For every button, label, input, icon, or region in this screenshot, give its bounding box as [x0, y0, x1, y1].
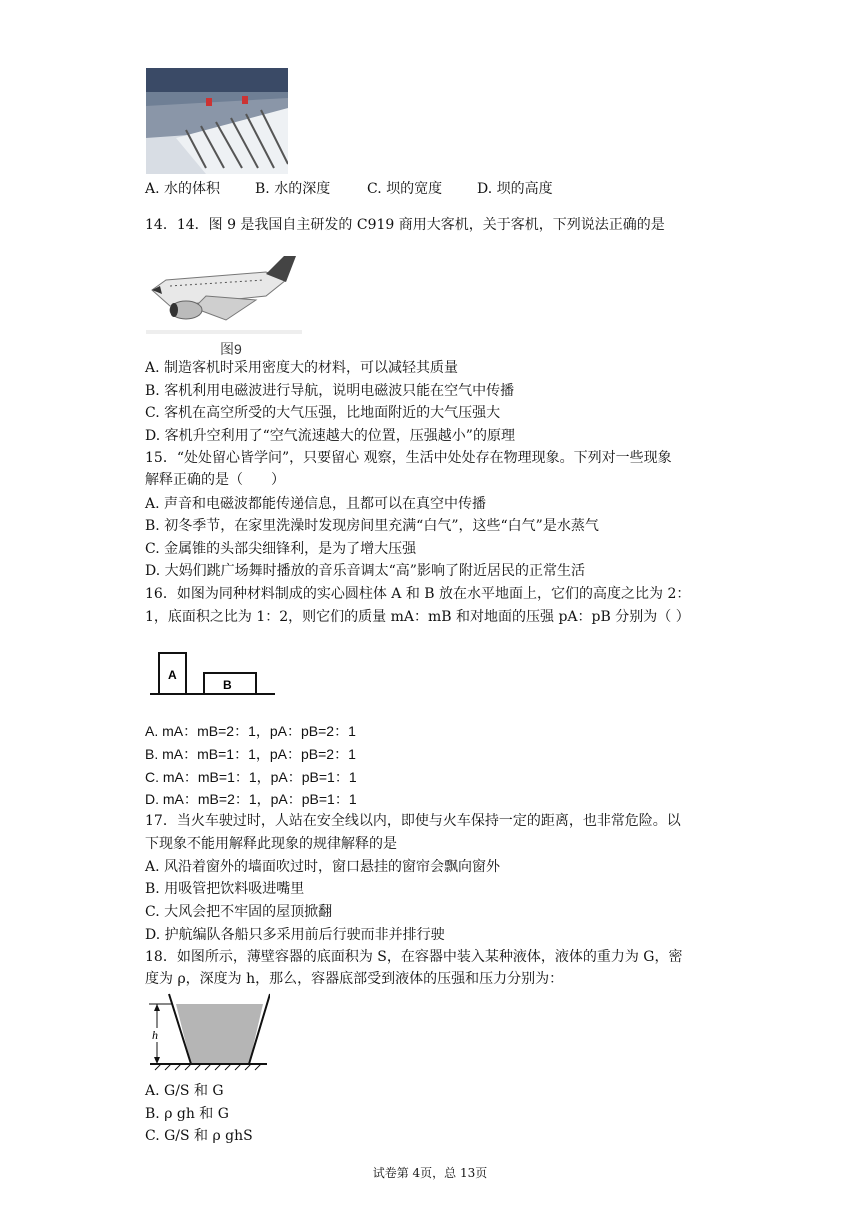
q13-option-b: B. 水的深度: [255, 181, 331, 197]
q14-option-a: A. 制造客机时采用密度大的材料，可以减轻其质量: [145, 360, 459, 376]
container-depth-label: h: [152, 1028, 158, 1042]
airplane-figure-label: 图9: [220, 341, 242, 357]
q17-option-a: A. 风沿着窗外的墙面吹过时，窗口悬挂的窗帘会飘向窗外: [145, 859, 501, 875]
cylinders-figure: [150, 648, 275, 700]
cylinder-a-label: A: [168, 668, 177, 682]
q15-option-d: D. 大妈们跳广场舞时播放的音乐音调太“高”影响了附近居民的正常生活: [145, 563, 585, 579]
q15-option-b: B. 初冬季节，在家里洗澡时发现房间里充满“白气”，这些“白气”是水蒸气: [145, 518, 599, 534]
q16-stem-line2: 1，底面积之比为 1：2，则它们的质量 mA：mB 和对地面的压强 pA：pB 分别为（ ）: [145, 609, 690, 625]
q16-option-d: D. mA：mB=2：1，pA：pB=1：1: [145, 791, 357, 807]
q18-stem-line1: 18．如图所示，薄壁容器的底面积为 S，在容器中装入某种液体，液体的重力为 G，密: [145, 949, 683, 965]
q15-stem-line2: 解释正确的是（ ）: [145, 472, 285, 488]
q17-option-b: B. 用吸管把饮料吸进嘴里: [145, 881, 305, 897]
q17-option-d: D. 护航编队各船只多采用前后行驶而非并排行驶: [145, 927, 445, 943]
q14-option-b: B. 客机利用电磁波进行导航，说明电磁波只能在空气中传播: [145, 383, 515, 399]
q13-option-a: A. 水的体积: [145, 181, 221, 197]
q14-option-d: D. 客机升空利用了“空气流速越大的位置，压强越小”的原理: [145, 428, 515, 444]
q15-option-c: C. 金属锥的头部尖细锋利，是为了增大压强: [145, 541, 417, 557]
q16-stem-line1: 16．如图为同种材料制成的实心圆柱体 A 和 B 放在水平地面上，它们的高度之比为 2：: [145, 586, 691, 602]
q14-stem: 14．14．图 9 是我国自主研发的 C919 商用大客机，关于客机，下列说法正确的是: [145, 217, 665, 233]
q14-option-c: C. 客机在高空所受的大气压强，比地面附近的大气压强大: [145, 405, 501, 421]
q18-option-c: C. G/S 和 ρ ghS: [145, 1128, 253, 1144]
q18-option-b: B. ρ gh 和 G: [145, 1106, 229, 1122]
cylinder-b-label: B: [223, 678, 232, 692]
q18-option-a: A. G/S 和 G: [145, 1083, 224, 1099]
q17-stem-line1: 17．当火车驶过时，人站在安全线以内，即使与火车保持一定的距离，也非常危险。以: [145, 813, 681, 829]
container-figure: [145, 992, 270, 1078]
page-footer: 试卷第 4页，总 13页: [372, 1166, 488, 1180]
q16-option-a: A. mA：mB=2：1，pA：pB=2：1: [145, 723, 356, 739]
airplane-figure: [146, 250, 302, 358]
q16-option-b: B. mA：mB=1：1，pA：pB=2：1: [145, 746, 356, 762]
q15-stem-line1: 15．“处处留心皆学问”，只要留心 观察，生活中处处存在物理现象。下列对一些现象: [145, 450, 672, 466]
q16-option-c: C. mA：mB=1：1，pA：pB=1：1: [145, 769, 357, 785]
q17-option-c: C. 大风会把不牢固的屋顶掀翻: [145, 904, 333, 920]
q13-options: [145, 179, 553, 199]
q13-option-d: D. 坝的高度: [477, 181, 553, 197]
q17-stem-line2: 下现象不能用解释此现象的规律解释的是: [145, 836, 397, 852]
q18-stem-line2: 度为 ρ，深度为 h，那么，容器底部受到液体的压强和压力分别为：: [145, 971, 564, 987]
q15-option-a: A. 声音和电磁波都能传递信息，且都可以在真空中传播: [145, 496, 487, 512]
dam-photo: [146, 68, 288, 174]
q13-option-c: C. 坝的宽度: [367, 181, 443, 197]
